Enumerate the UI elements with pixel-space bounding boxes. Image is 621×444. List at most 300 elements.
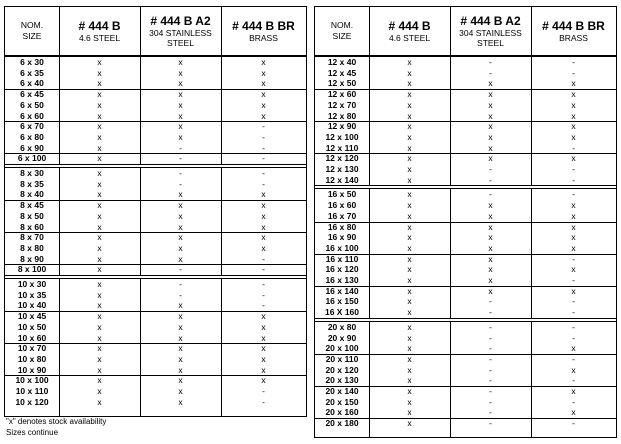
availability-cell: x bbox=[571, 153, 576, 164]
availability-cell: - bbox=[489, 375, 492, 386]
availability-cell: - bbox=[572, 396, 575, 407]
availability-cell: x bbox=[178, 353, 183, 364]
availability-cell: - bbox=[489, 189, 492, 200]
availability-cell: x bbox=[261, 311, 266, 322]
size-cell: 6 x 90 bbox=[20, 142, 44, 153]
table-row bbox=[315, 264, 616, 275]
availability-cell: - bbox=[262, 121, 265, 132]
size-cell: 8 x 30 bbox=[20, 168, 44, 178]
availability-cell: x bbox=[97, 311, 102, 322]
availability-cell: x bbox=[407, 232, 412, 243]
availability-cell: x bbox=[571, 200, 576, 211]
table-row bbox=[5, 254, 306, 265]
col-444bbr-title: # 444 B BR bbox=[232, 18, 295, 33]
availability-cell: x bbox=[261, 375, 266, 386]
size-cell: 20 x 100 bbox=[325, 343, 359, 354]
availability-cell: x bbox=[178, 343, 183, 354]
size-cell: 16 x 110 bbox=[325, 253, 359, 264]
table-row bbox=[5, 168, 306, 179]
availability-cell: x bbox=[571, 232, 576, 243]
availability-cell: x bbox=[261, 321, 266, 332]
table-row bbox=[315, 89, 616, 100]
table-row bbox=[315, 222, 616, 233]
availability-cell: x bbox=[571, 121, 576, 132]
table-row bbox=[5, 333, 306, 344]
size-cell: 10 x 45 bbox=[17, 311, 47, 322]
table-row bbox=[315, 143, 616, 154]
table-row bbox=[315, 322, 616, 333]
availability-cell: x bbox=[97, 332, 102, 343]
availability-cell: x bbox=[178, 67, 183, 78]
availability-cell: x bbox=[488, 242, 493, 253]
availability-cell: x bbox=[488, 131, 493, 142]
availability-cell: x bbox=[97, 264, 102, 275]
size-cell: 16 x 50 bbox=[327, 189, 357, 200]
header-cell bbox=[450, 7, 531, 55]
availability-cell: x bbox=[488, 99, 493, 110]
availability-cell: x bbox=[407, 221, 412, 232]
availability-cell: x bbox=[488, 264, 493, 275]
availability-cell: - bbox=[262, 264, 265, 275]
header-cell bbox=[221, 7, 306, 55]
availability-cell: x bbox=[97, 289, 102, 300]
table-row bbox=[315, 386, 616, 397]
table-row bbox=[5, 365, 306, 376]
size-cell: 20 x 110 bbox=[325, 353, 359, 364]
availability-cell: x bbox=[97, 375, 102, 386]
availability-cell: x bbox=[261, 364, 266, 375]
availability-cell: - bbox=[489, 57, 492, 67]
availability-cell: x bbox=[407, 89, 412, 100]
availability-cell: x bbox=[407, 110, 412, 121]
table-row bbox=[5, 89, 306, 100]
availability-cell: - bbox=[489, 296, 492, 307]
availability-cell: - bbox=[262, 253, 265, 264]
size-cell: 10 x 30 bbox=[17, 279, 47, 289]
size-cell: 12 x 70 bbox=[327, 99, 357, 110]
size-cell: 6 x 100 bbox=[17, 153, 47, 164]
availability-cell: x bbox=[407, 57, 412, 67]
size-cell: 8 x 70 bbox=[20, 232, 44, 243]
availability-cell: - bbox=[489, 353, 492, 364]
table-row bbox=[315, 275, 616, 286]
availability-cell: x bbox=[571, 285, 576, 296]
size-cell: 16 x 90 bbox=[327, 232, 357, 243]
availability-cell: x bbox=[488, 275, 493, 285]
availability-cell: x bbox=[178, 253, 183, 264]
availability-cell: x bbox=[407, 296, 412, 307]
availability-cell: x bbox=[571, 110, 576, 121]
size-cell: 10 x 90 bbox=[17, 364, 47, 375]
availability-cell: x bbox=[261, 232, 266, 243]
availability-cell: - bbox=[262, 289, 265, 300]
availability-cell: x bbox=[97, 153, 102, 164]
table-row bbox=[5, 68, 306, 79]
table-row bbox=[5, 189, 306, 200]
availability-cell: x bbox=[571, 364, 576, 375]
header-cell bbox=[531, 7, 616, 55]
table-row bbox=[315, 121, 616, 132]
availability-cell: - bbox=[262, 178, 265, 189]
availability-cell: x bbox=[407, 386, 412, 396]
availability-cell: x bbox=[571, 210, 576, 221]
table-row bbox=[5, 78, 306, 89]
availability-cell: x bbox=[97, 189, 102, 200]
availability-cell: - bbox=[262, 386, 265, 396]
size-cell: 8 x 40 bbox=[20, 189, 44, 200]
size-cell: 12 x 120 bbox=[325, 153, 359, 164]
availability-cell: x bbox=[178, 232, 183, 243]
availability-cell: x bbox=[261, 67, 266, 78]
availability-cell: x bbox=[571, 386, 576, 396]
availability-cell: x bbox=[571, 407, 576, 418]
availability-cell: x bbox=[407, 78, 412, 89]
table-header bbox=[315, 7, 616, 57]
availability-cell: x bbox=[178, 364, 183, 375]
stock-legend-note: "x" denotes stock availability bbox=[6, 417, 107, 426]
header-cell bbox=[5, 7, 59, 55]
size-cell: 20 x 140 bbox=[325, 386, 359, 396]
table-row bbox=[315, 68, 616, 79]
availability-cell: x bbox=[571, 264, 576, 275]
table-row bbox=[5, 375, 306, 386]
availability-cell: - bbox=[572, 321, 575, 332]
table-row bbox=[5, 264, 306, 275]
sizes-continue-note: Sizes continue bbox=[6, 428, 59, 437]
table-row bbox=[5, 232, 306, 243]
availability-cell: x bbox=[407, 353, 412, 364]
size-cell: 12 x 100 bbox=[325, 131, 359, 142]
availability-cell: x bbox=[407, 131, 412, 142]
availability-cell: x bbox=[97, 232, 102, 243]
availability-cell: x bbox=[178, 110, 183, 121]
availability-cell: x bbox=[488, 142, 493, 153]
availability-cell: x bbox=[178, 89, 183, 100]
availability-cell: x bbox=[407, 307, 412, 318]
availability-cell: - bbox=[179, 153, 182, 164]
table-row bbox=[315, 407, 616, 418]
availability-cell: x bbox=[178, 332, 183, 343]
size-cell: 12 x 130 bbox=[325, 164, 359, 174]
availability-cell: x bbox=[488, 221, 493, 232]
availability-cell: - bbox=[572, 142, 575, 153]
availability-cell: - bbox=[572, 332, 575, 343]
size-cell: 6 x 45 bbox=[20, 89, 44, 100]
table-row bbox=[315, 343, 616, 354]
availability-cell: - bbox=[262, 279, 265, 289]
table-row bbox=[5, 343, 306, 354]
availability-cell: x bbox=[261, 242, 266, 253]
availability-cell: - bbox=[572, 67, 575, 78]
size-cell: 10 x 110 bbox=[15, 386, 49, 396]
col-444b-title: # 444 B bbox=[388, 18, 431, 33]
table-row bbox=[315, 254, 616, 265]
table-row bbox=[315, 286, 616, 297]
availability-cell: - bbox=[179, 168, 182, 178]
availability-cell: x bbox=[407, 364, 412, 375]
col-444ba2-title: # 444 B A2 bbox=[150, 13, 211, 28]
availability-cell: x bbox=[178, 321, 183, 332]
table-row bbox=[315, 57, 616, 68]
availability-cell: x bbox=[97, 242, 102, 253]
availability-cell: - bbox=[179, 142, 182, 153]
availability-cell: - bbox=[489, 386, 492, 396]
availability-cell: x bbox=[407, 164, 412, 174]
table-row bbox=[315, 211, 616, 222]
table-row bbox=[315, 175, 616, 186]
table-row bbox=[315, 232, 616, 243]
availability-cell: x bbox=[261, 353, 266, 364]
availability-cell: - bbox=[262, 168, 265, 178]
availability-cell: x bbox=[178, 300, 183, 311]
availability-cell: - bbox=[489, 164, 492, 174]
left-stock-table bbox=[4, 6, 307, 417]
table-row bbox=[315, 296, 616, 307]
table-row bbox=[315, 200, 616, 211]
availability-cell: x bbox=[571, 99, 576, 110]
availability-cell: x bbox=[488, 110, 493, 121]
size-cell: 10 x 70 bbox=[17, 343, 47, 354]
table-row bbox=[5, 386, 306, 397]
col-444b-subtitle: 4.6 STEEL bbox=[388, 32, 431, 43]
availability-cell: - bbox=[489, 343, 492, 354]
table-row bbox=[315, 307, 616, 318]
availability-cell: - bbox=[262, 396, 265, 407]
availability-cell: x bbox=[407, 253, 412, 264]
availability-cell: x bbox=[407, 99, 412, 110]
availability-cell: x bbox=[97, 221, 102, 232]
availability-cell: x bbox=[97, 131, 102, 142]
size-cell: 12 x 45 bbox=[327, 67, 357, 78]
table-row bbox=[5, 222, 306, 233]
availability-cell: x bbox=[178, 200, 183, 211]
availability-cell: x bbox=[407, 121, 412, 132]
availability-cell: x bbox=[97, 99, 102, 110]
availability-cell: - bbox=[489, 332, 492, 343]
availability-cell: - bbox=[572, 189, 575, 200]
availability-cell: x bbox=[407, 210, 412, 221]
availability-cell: x bbox=[407, 67, 412, 78]
size-cell: 12 x 40 bbox=[327, 57, 357, 67]
table-row bbox=[5, 243, 306, 254]
table-row bbox=[315, 354, 616, 365]
table-row bbox=[315, 78, 616, 89]
availability-cell: x bbox=[571, 131, 576, 142]
right-stock-table bbox=[314, 6, 617, 438]
size-cell: 16 x 140 bbox=[325, 285, 359, 296]
availability-cell: x bbox=[407, 321, 412, 332]
availability-cell: x bbox=[97, 142, 102, 153]
size-cell: 8 x 60 bbox=[20, 221, 44, 232]
availability-cell: x bbox=[261, 57, 266, 67]
availability-cell: x bbox=[178, 99, 183, 110]
availability-cell: - bbox=[489, 396, 492, 407]
col-444bbr-subtitle: BRASS bbox=[249, 32, 278, 43]
header-cell bbox=[140, 7, 221, 55]
table-header bbox=[5, 7, 306, 57]
availability-cell: x bbox=[261, 78, 266, 89]
size-cell: 20 x 120 bbox=[325, 364, 359, 375]
table-row bbox=[315, 333, 616, 344]
table-row bbox=[315, 365, 616, 376]
availability-cell: x bbox=[178, 375, 183, 386]
availability-cell: - bbox=[572, 57, 575, 67]
availability-cell: x bbox=[407, 153, 412, 164]
size-cell: 16 x 70 bbox=[327, 210, 357, 221]
size-cell: 8 x 90 bbox=[20, 253, 44, 264]
availability-cell: - bbox=[262, 131, 265, 142]
availability-cell: x bbox=[571, 89, 576, 100]
availability-cell: - bbox=[179, 178, 182, 189]
availability-cell: x bbox=[97, 353, 102, 364]
table-row bbox=[5, 200, 306, 211]
availability-cell: - bbox=[489, 307, 492, 318]
availability-cell: x bbox=[261, 332, 266, 343]
table-row bbox=[315, 375, 616, 386]
availability-cell: - bbox=[179, 289, 182, 300]
availability-cell: x bbox=[407, 200, 412, 211]
size-cell: 16 x 60 bbox=[327, 200, 357, 211]
table-row bbox=[315, 418, 616, 429]
size-cell: 6 x 30 bbox=[20, 57, 44, 67]
availability-cell: x bbox=[261, 110, 266, 121]
availability-cell: x bbox=[488, 232, 493, 243]
availability-cell: x bbox=[178, 78, 183, 89]
size-cell: 16 x 130 bbox=[325, 275, 359, 285]
availability-cell: - bbox=[572, 275, 575, 285]
availability-cell: x bbox=[261, 99, 266, 110]
availability-cell: x bbox=[97, 168, 102, 178]
availability-cell: x bbox=[407, 343, 412, 354]
availability-cell: x bbox=[178, 221, 183, 232]
availability-cell: x bbox=[488, 121, 493, 132]
size-cell: 20 x 130 bbox=[325, 375, 359, 386]
availability-cell: - bbox=[572, 296, 575, 307]
table-row bbox=[5, 300, 306, 311]
availability-cell: x bbox=[97, 57, 102, 67]
availability-cell: - bbox=[572, 253, 575, 264]
availability-cell: x bbox=[261, 89, 266, 100]
size-cell: 20 x 90 bbox=[327, 332, 357, 343]
size-cell: 12 x 50 bbox=[327, 78, 357, 89]
availability-cell: - bbox=[262, 142, 265, 153]
availability-cell: - bbox=[572, 418, 575, 429]
availability-cell: x bbox=[407, 242, 412, 253]
table-row bbox=[315, 189, 616, 200]
availability-cell: x bbox=[407, 396, 412, 407]
table-row bbox=[5, 132, 306, 143]
availability-cell: x bbox=[261, 189, 266, 200]
table-row bbox=[315, 100, 616, 111]
availability-cell: x bbox=[488, 253, 493, 264]
availability-cell: x bbox=[97, 78, 102, 89]
size-cell: 6 x 35 bbox=[20, 67, 44, 78]
availability-cell: x bbox=[407, 375, 412, 386]
availability-cell: x bbox=[97, 89, 102, 100]
size-cell: 20 x 160 bbox=[325, 407, 359, 418]
availability-cell: x bbox=[178, 121, 183, 132]
size-cell: 10 x 120 bbox=[15, 396, 49, 407]
col-444b-title: # 444 B bbox=[78, 18, 121, 33]
availability-cell: x bbox=[407, 285, 412, 296]
availability-cell: x bbox=[407, 264, 412, 275]
size-cell: 6 x 80 bbox=[20, 131, 44, 142]
availability-cell: x bbox=[488, 153, 493, 164]
availability-cell: x bbox=[97, 67, 102, 78]
availability-cell: x bbox=[97, 396, 102, 407]
table-row bbox=[5, 111, 306, 122]
availability-cell: x bbox=[97, 300, 102, 311]
availability-cell: x bbox=[488, 210, 493, 221]
size-cell: 6 x 40 bbox=[20, 78, 44, 89]
size-cell: 16 x 80 bbox=[327, 221, 357, 232]
size-cell: 12 x 110 bbox=[325, 142, 359, 153]
table-row bbox=[315, 132, 616, 143]
availability-cell: x bbox=[97, 200, 102, 211]
availability-cell: x bbox=[488, 89, 493, 100]
table-row bbox=[5, 153, 306, 164]
availability-cell: x bbox=[97, 210, 102, 221]
availability-cell: - bbox=[572, 307, 575, 318]
availability-cell: x bbox=[407, 407, 412, 418]
availability-cell: x bbox=[178, 242, 183, 253]
availability-cell: x bbox=[571, 343, 576, 354]
availability-cell: x bbox=[407, 418, 412, 429]
size-cell: 20 x 180 bbox=[325, 418, 359, 429]
size-cell: 8 x 45 bbox=[20, 200, 44, 211]
availability-cell: - bbox=[572, 375, 575, 386]
size-cell: 16 X 160 bbox=[324, 307, 360, 318]
availability-cell: x bbox=[178, 210, 183, 221]
availability-cell: x bbox=[97, 343, 102, 354]
availability-cell: x bbox=[97, 321, 102, 332]
availability-cell: x bbox=[97, 110, 102, 121]
size-cell: 6 x 50 bbox=[20, 99, 44, 110]
table-row bbox=[5, 179, 306, 190]
table-row bbox=[5, 121, 306, 132]
table-row bbox=[5, 143, 306, 154]
size-cell: 8 x 50 bbox=[20, 210, 44, 221]
availability-cell: - bbox=[179, 264, 182, 275]
availability-cell: x bbox=[178, 57, 183, 67]
availability-cell: x bbox=[97, 253, 102, 264]
availability-cell: - bbox=[489, 67, 492, 78]
size-cell: 10 x 60 bbox=[17, 332, 47, 343]
availability-cell: x bbox=[261, 221, 266, 232]
size-cell: 10 x 80 bbox=[17, 353, 47, 364]
size-cell: 16 x 120 bbox=[325, 264, 359, 275]
size-cell: 12 x 140 bbox=[325, 174, 359, 185]
availability-cell: - bbox=[489, 364, 492, 375]
size-cell: 10 x 50 bbox=[17, 321, 47, 332]
availability-cell: - bbox=[489, 418, 492, 429]
availability-cell: x bbox=[178, 386, 183, 396]
availability-cell: x bbox=[571, 242, 576, 253]
table-row bbox=[5, 57, 306, 68]
availability-cell: x bbox=[261, 343, 266, 354]
availability-cell: - bbox=[262, 153, 265, 164]
availability-cell: - bbox=[572, 174, 575, 185]
header-cell bbox=[315, 7, 369, 55]
availability-cell: - bbox=[572, 164, 575, 174]
table-row bbox=[315, 111, 616, 122]
availability-cell: x bbox=[488, 78, 493, 89]
table-row bbox=[315, 164, 616, 175]
table-row bbox=[5, 211, 306, 222]
availability-cell: - bbox=[489, 321, 492, 332]
table-row bbox=[5, 290, 306, 301]
availability-cell: x bbox=[407, 275, 412, 285]
